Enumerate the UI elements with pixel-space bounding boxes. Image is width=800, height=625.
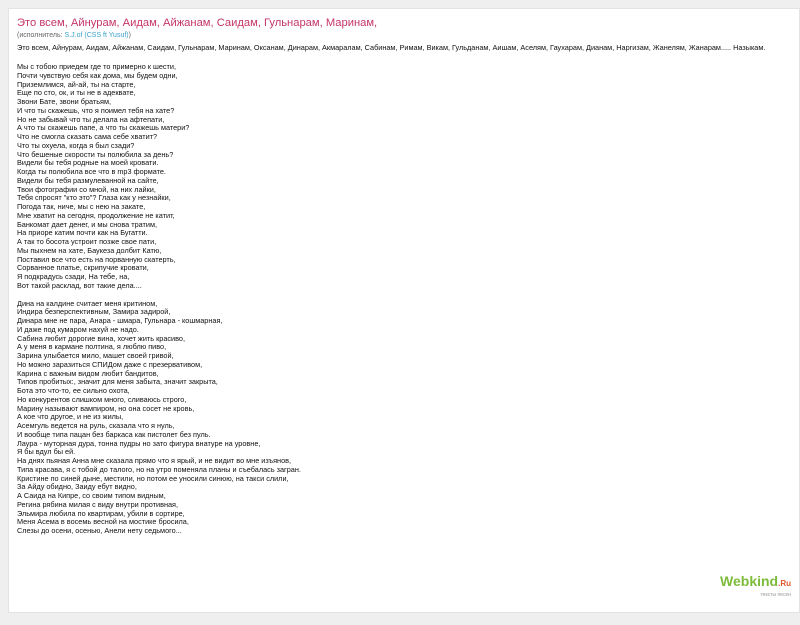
lyric-line: Поставил все что есть на порванную скатерть, xyxy=(17,254,176,264)
lyrics-card xyxy=(8,8,800,613)
lyric-line: За Айду обидно, Заиду ебут видно, xyxy=(17,482,137,492)
artist-link[interactable]: S.J.of (CSS ft Yusuf) xyxy=(64,32,129,39)
lyric-line: На днях пьяная Анна мне сказала прямо что я ярый, и не видит во мне изъянов, xyxy=(17,456,292,465)
logo-name: Webkind xyxy=(720,573,779,589)
lyric-line: А у меня в кармане полтина, я люблю пиво, xyxy=(17,342,167,352)
lyric-line: Я подкрадусь сзади, На тебе, на, xyxy=(17,272,130,281)
lyric-line: Эльмира любила по квартирам, убили в сортире, xyxy=(17,508,185,518)
lyric-line: Тебя спросят "кто это"? Глаза как у незнайки, xyxy=(17,193,171,203)
lyric-line: Но конкурентов слишком много, сливаюсь строго, xyxy=(17,394,187,404)
lyric-line: Но не забывай что ты делала на афтепати, xyxy=(17,114,165,124)
lyric-line: Что бешеные скорости ты полюбила за день? xyxy=(17,149,174,159)
lyric-line: Видели бы тебя родные на моей кровати. xyxy=(17,158,159,168)
logo-wordmark xyxy=(720,573,791,592)
lyric-line: Что не смогла сказать сама себе хватит? xyxy=(17,132,158,141)
lyric-line: Мы с тобою приедем где то примерно к шести, xyxy=(17,62,177,71)
lyric-line: А Саида на Кипре, со своим типом видным, xyxy=(17,491,166,500)
logo-tagline: тексты песен xyxy=(760,592,791,598)
lyric-line: Типов пробитых:, значит для меня забыта, значит закрыта, xyxy=(17,377,218,387)
lyric-line: И даже под кумаром нахуй не надо. xyxy=(17,324,139,334)
lyric-line: Асемгуль ведется на руль, сказала что я нуль, xyxy=(17,421,175,430)
lyric-line: А кое что другое, и не из жилы, xyxy=(17,412,124,422)
logo-tld: .Ru xyxy=(778,579,791,588)
lyric-line: И вообще типа пацан без баркаса как пистолет без пуль. xyxy=(17,429,211,439)
lyric-line: Почти чувствую себя как дома, мы будем одни, xyxy=(17,70,178,80)
lyric-line: Звони Бате, звони братьям, xyxy=(17,97,112,106)
byline-prefix: (исполнитель: xyxy=(17,32,65,39)
lyrics-body xyxy=(17,63,537,536)
song-summary: Это всем, Айнурам, Аидам, Айжанам, Саидам, Гульнарам, Маринам, Оксанам, Динарам, Акмаралам, Сабинам, Римам, Викам, Гульданам, Аишам, Аселям, Гаухарам, Дианам, Наргизам, Жанелям, Жанарам..... Назыкам. xyxy=(17,43,766,52)
lyric-line: Но можно заразиться СПИДом даже с презервативом, xyxy=(17,359,203,369)
lyric-line: Мы пыхнем на хате, Баукеза долбит Катю, xyxy=(17,245,162,255)
lyric-line: Меня Асема в восемь весной на мостике бросила, xyxy=(17,517,189,527)
lyric-line: Бота это что-то, ее сильно охота, xyxy=(17,386,130,395)
lyric-line: Видели бы тебя размулеванной на сайте, xyxy=(17,175,159,185)
lyric-line: Регина рябина милая с виду внутри противная, xyxy=(17,499,179,509)
lyric-line: Кристине по синей дыне, местили, но потом ее уносили синюю, на такси слили, xyxy=(17,473,289,483)
lyric-line: Индира безперспективным, Замира задирой, xyxy=(17,307,171,317)
lyric-line: Слезы до осени, осенью, Анели нету седьмого... xyxy=(17,526,182,535)
lyric-line: Я бы вдул бы ей. xyxy=(17,447,76,457)
lyric-line: Типа красава, я с тобой до талого, но на утро поменяла планы и съебалась загран. xyxy=(17,464,301,474)
lyric-line: Что ты охуела, когда я был сзади? xyxy=(17,140,135,150)
lyric-line: Приземлимся, ай-ай, ты на старте, xyxy=(17,79,136,89)
lyric-line: А так то босота устроит позже свое пати, xyxy=(17,237,157,246)
lyric-line: Банкомат дает денег, и мы снова тратим, xyxy=(17,219,157,229)
lyric-line: Сабина любит дорогие вина, хочет жить красиво, xyxy=(17,333,185,343)
byline-suffix: ) xyxy=(128,32,131,39)
lyric-line: Мне хватит на сегодня, продолжение не катит, xyxy=(17,210,175,220)
lyric-line: Лаура - муторная дура, тонна пудры но зато фигура внатуре на уровне, xyxy=(17,438,261,448)
lyric-line: Карина с важным видом любит бандитов, xyxy=(17,368,159,378)
lyric-line: Сорванное платье, скрипучие кровати, xyxy=(17,263,149,273)
lyric-line: Дина на калдине считает меня критином, xyxy=(17,298,158,308)
site-logo[interactable] xyxy=(720,573,791,598)
lyric-line: На приоре катим почти как на Бугатти. xyxy=(17,228,148,238)
lyric-line: Марину называют вампиром, но она сосет не кровь, xyxy=(17,403,195,413)
lyric-line: Твои фотографии со мной, на них лайки, xyxy=(17,184,156,194)
lyric-line: Зарина улыбается мило, машет своей гривой, xyxy=(17,351,174,360)
artist-byline xyxy=(17,31,131,40)
lyric-line: Погода так, ниче, мы с нею на закате, xyxy=(17,202,146,211)
lyric-line: Еще по сто, ок, и ты не в адеквате, xyxy=(17,88,136,98)
lyric-line: И что ты скажешь, что я поимел тебя на хате? xyxy=(17,105,175,115)
page-title: Это всем, Айнурам, Аидам, Айжанам, Саидам, Гульнарам, Маринам, xyxy=(17,17,378,29)
lyric-line: Вот такой расклад, вот такие дела.... xyxy=(17,280,142,290)
lyric-line: Динара мне не пара, Анара - шмара, Гульнара - кошмарная, xyxy=(17,316,223,325)
lyric-line: Когда ты полюбила все что в mp3 формате. xyxy=(17,167,166,176)
lyric-line: А что ты скажешь папе, а что ты скажешь матери? xyxy=(17,123,190,133)
